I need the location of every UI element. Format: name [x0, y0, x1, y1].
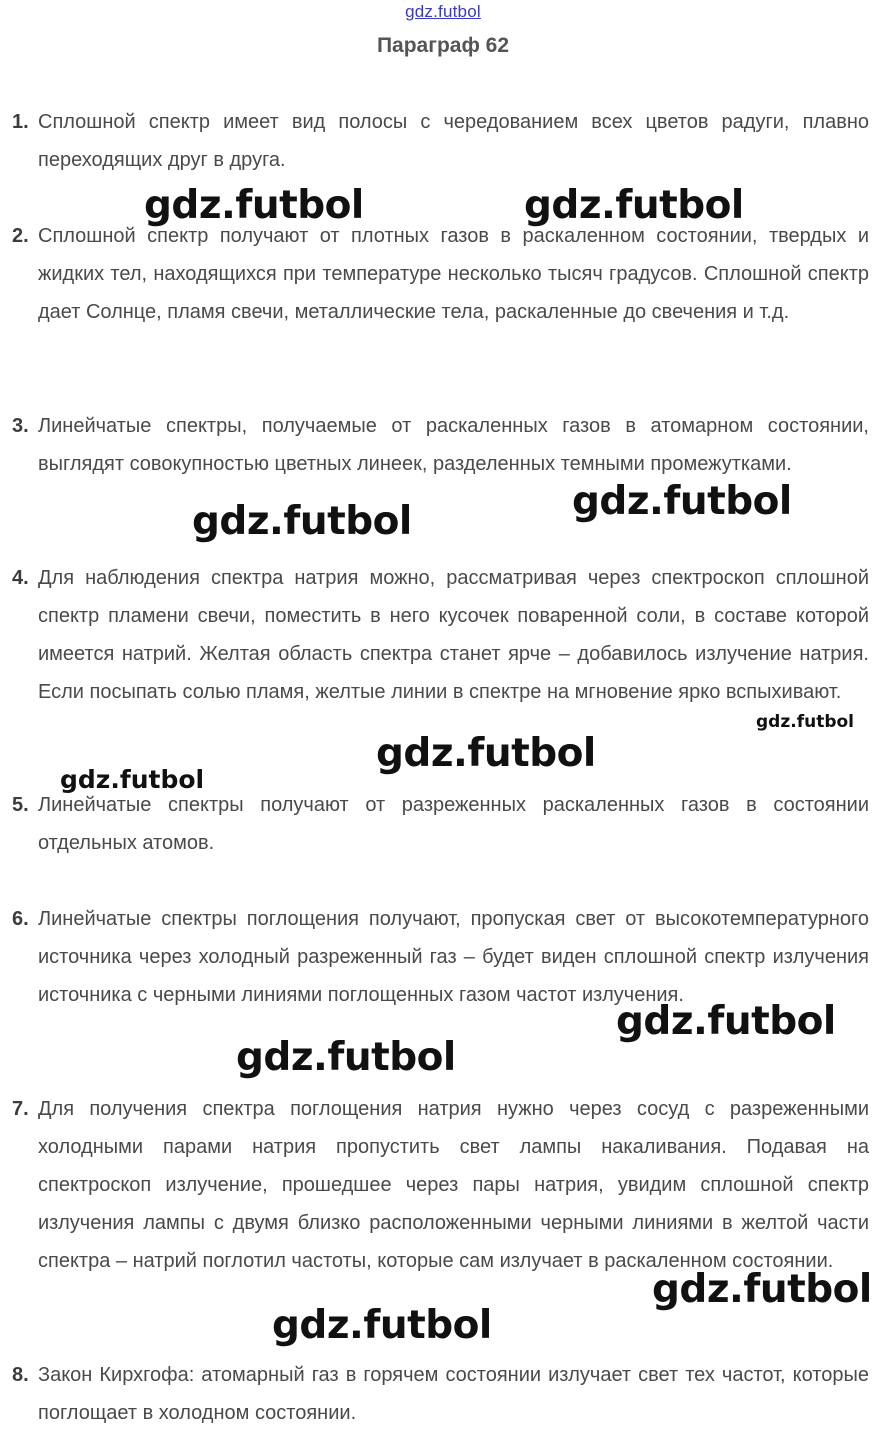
watermark: gdz.futbol — [60, 765, 205, 794]
watermark: gdz.futbol — [192, 499, 412, 544]
watermark: gdz.futbol — [524, 183, 744, 228]
watermark: gdz.futbol — [572, 479, 792, 524]
watermark: gdz.futbol — [756, 712, 854, 732]
answer-text: Линейчатые спектры поглощения получают, пропуская свет от высокотемпературного источника через холодный разреженный газ – будет виден сплошной спектр излучения источника с черными линиями поглощенных газом частот излучения. — [38, 908, 869, 1006]
answer-number: 8. — [12, 1364, 29, 1386]
answer-text: Сплошной спектр имеет вид полосы с чередованием всех цветов радуги, плавно переходящих друг в друга. — [38, 111, 869, 171]
answer-text: Закон Кирхгофа: атомарный газ в горячем состоянии излучает свет тех частот, которые поглощает в холодном состоянии. — [38, 1364, 869, 1424]
answer-number: 6. — [12, 908, 29, 930]
answer-number: 1. — [12, 111, 29, 133]
answer-item — [0, 217, 870, 331]
answer-number: 2. — [12, 225, 29, 247]
answer-item — [0, 1356, 870, 1432]
answer-text: Линейчатые спектры получают от разреженных раскаленных газов в состоянии отдельных атомов. — [38, 794, 869, 854]
watermark: gdz.futbol — [272, 1303, 492, 1348]
answer-item — [0, 103, 870, 179]
watermark: gdz.futbol — [144, 183, 364, 228]
site-link[interactable]: gdz.futbol — [405, 2, 481, 21]
answer-text: Для получения спектра поглощения натрия нужно через сосуд с разреженными холодными парами натрия пропустить свет лампы накаливания. Подавая на спектроскоп излучение, прошедшее через пары натрия, увидим сплошной спектр излучения лампы с двумя близко расположенными черными линиями в желтой части спектра – натрий поглотил частоты, которые сам излучает в раскаленном состоянии. — [38, 1098, 869, 1272]
answer-text: Линейчатые спектры, получаемые от раскаленных газов в атомарном состоянии, выглядят совокупностью цветных линеек, разделенных темными промежутками. — [38, 415, 869, 475]
answer-number: 4. — [12, 567, 29, 589]
answer-item — [0, 407, 870, 483]
watermark: gdz.futbol — [616, 999, 836, 1044]
answer-number: 3. — [12, 415, 29, 437]
answer-item — [0, 559, 870, 711]
watermark: gdz.futbol — [652, 1267, 872, 1312]
answer-number: 5. — [12, 794, 29, 816]
watermark: gdz.futbol — [236, 1035, 456, 1080]
page-title: Параграф 62 — [376, 34, 510, 57]
answer-text: Для наблюдения спектра натрия можно, рассматривая через спектроскоп сплошной спектр пламени свечи, поместить в него кусочек поваренной соли, в составе которой имеется натрий. Желтая область спектра станет ярче – добавилось излучение натрия. Если посыпать солью пламя, желтые линии в спектре на мгновение ярко вспыхивают. — [38, 567, 869, 703]
answer-text: Сплошной спектр получают от плотных газов в раскаленном состоянии, твердых и жидких тел, находящихся при температуре несколько тысяч градусов. Сплошной спектр дает Солнце, пламя свечи, металлические тела, раскаленные до свечения и т.д. — [38, 225, 869, 323]
watermark: gdz.futbol — [376, 731, 596, 776]
answer-number: 7. — [12, 1098, 29, 1120]
answer-item — [0, 786, 870, 862]
answer-item — [0, 900, 870, 1014]
answer-item — [0, 1090, 870, 1280]
